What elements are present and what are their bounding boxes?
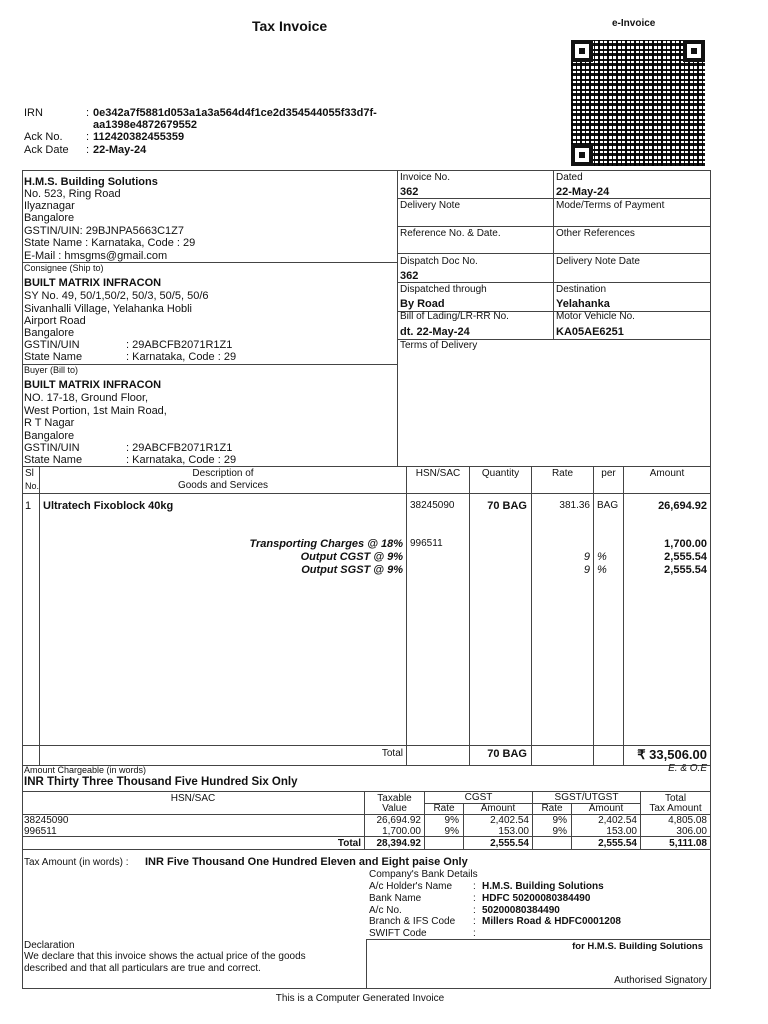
seller-name: H.M.S. Building Solutions [24,176,158,188]
eoe-label: E. & O.E [668,763,707,774]
ack-date-colon: : [86,144,90,156]
meta-col-divider [553,170,554,340]
bank-title: Company's Bank Details [369,869,478,880]
items-total-top [22,745,710,746]
destination-value: Yelahanka [556,298,610,310]
buyer-label: Buyer (Bill to) [24,365,79,375]
col-header-rate: Rate [551,468,574,479]
tax-row-sgst-amt: 153.00 [606,826,637,837]
bank-name-value: HDFC 50200080384490 [482,893,591,904]
ack-no-label: Ack No. [24,131,63,143]
consignee-state-label: State Name [24,351,83,363]
tax-row-cgst-amt: 2,402.54 [490,815,529,826]
tax-row-hsn: 996511 [24,826,57,837]
items-total-qty: 70 BAG [487,748,527,760]
item-desc: Ultratech Fixoblock 40kg [43,500,174,512]
invoice-no-value: 362 [400,186,419,198]
consignee-line: SY No. 49, 50/1,50/2, 50/3, 50/5, 50/6 [24,290,209,302]
tax-row-sgst-rate: 9% [552,826,567,837]
tax-row-taxable: 1,700.00 [382,826,421,837]
tax-row-total: 4,805.08 [668,815,707,826]
buyer-line: West Portion, 1st Main Road, [24,405,167,417]
ack-date-value: 22-May-24 [93,144,147,156]
dispatched-through-value: By Road [400,298,445,310]
items-total-label: Total [381,748,403,759]
tax-header-taxable: Taxable [377,793,412,804]
buyer-state-label: State Name [24,454,83,466]
tax-words-label: Tax Amount (in words) : [24,857,129,868]
consignee-name: BUILT MATRIX INFRACON [24,277,162,289]
border-right [710,170,711,989]
bank-holder-colon: : [473,881,476,892]
bank-holder-label: A/c Holder's Name [369,881,453,892]
destination-label: Destination [556,284,607,295]
authorised-signatory: Authorised Signatory [614,975,707,986]
delivery-note-date-label: Delivery Note Date [556,256,640,267]
item-hsn: 38245090 [410,500,455,511]
tax-header-taxable: Value [382,803,407,814]
qr-code-icon [571,40,705,166]
seller-line: GSTIN/UIN: 29BJNPA5663C1Z7 [24,225,184,237]
bank-acno-value: 50200080384490 [482,905,560,916]
col-header-desc: Description of [192,468,254,479]
border-top [22,170,710,171]
meta-row2 [397,226,710,227]
bank-branch-colon: : [473,916,476,927]
reference-label: Reference No. & Date. [400,228,501,239]
bank-acno-colon: : [473,905,476,916]
items-top [22,466,710,467]
other-references-label: Other References [556,228,635,239]
bank-holder-value: H.M.S. Building Solutions [482,881,604,892]
signature-box-top [366,939,710,940]
tax-row-sgst-amt: 2,402.54 [598,815,637,826]
tax-words-value: INR Five Thousand One Hundred Eleven and Eight paise Only [145,856,468,868]
tax-header-cgst-amount: Amount [480,803,516,814]
vehicle-label: Motor Vehicle No. [556,311,635,322]
signature-for: for H.M.S. Building Solutions [572,941,703,952]
ack-no-colon: : [86,131,90,143]
buyer-name: BUILT MATRIX INFRACON [24,379,162,391]
tax-header-total: Tax Amount [649,803,702,814]
tax-total-taxable: 28,394.92 [376,838,421,849]
meta-row1 [397,198,710,199]
col-rate [593,466,594,765]
items-total-amount: ₹ 33,506.00 [637,747,707,762]
bill-lading-label: Bill of Lading/LR-RR No. [400,311,509,322]
bank-branch-value: Millers Road & HDFC0001208 [482,916,621,927]
declaration-label: Declaration [24,940,75,951]
charge-hsn: 996511 [410,538,443,549]
tax-row-hsn: 38245090 [24,815,69,826]
item-si: 1 [25,500,32,512]
irn-value-cont: aa1398e4872679552 [93,119,198,131]
charge-desc: Output CGST @ 9% [300,551,403,563]
consignee-label: Consignee (Ship to) [24,263,104,273]
tax-total-cgst: 2,555.54 [490,838,529,849]
tax-row-total: 306.00 [676,826,707,837]
col-header-qty: Quantity [481,468,520,479]
charge-amount: 2,555.54 [664,551,707,563]
meta-row4 [397,282,710,283]
col-header-hsn: HSN/SAC [415,468,461,479]
consignee-line: Sivanhalli Village, Yelahanka Hobli [24,303,192,315]
tax-total-amount: 5,111.08 [669,838,707,849]
dispatched-through-label: Dispatched through [400,284,487,295]
col-header-per: per [601,468,616,479]
buyer-gstin: : 29ABCFB2071R1Z1 [126,442,233,454]
buyer-line: Bangalore [24,430,75,442]
tax-bottom [22,849,710,850]
tax-header-sgst-amount: Amount [588,803,624,814]
tax-header-total: Total [664,793,687,804]
consignee-line: Bangalore [24,327,75,339]
tax-header-hsn: HSN/SAC [170,793,216,804]
bill-lading-value: dt. 22-May-24 [400,326,470,338]
tax-total-label: Total [337,838,361,849]
tax-row-taxable: 26,694.92 [376,815,421,826]
item-amount: 26,694.92 [658,500,707,512]
tax-header-cgst-rate: Rate [433,803,455,814]
tax-row-cgst-amt: 153.00 [498,826,529,837]
item-rate: 381.36 [559,500,590,511]
irn-value: 0e342a7f5881d053a1a3a564d4f1ce2d354544055f33d7f- [93,107,377,119]
border-bottom [22,988,710,989]
declaration-text: We declare that this invoice shows the actual price of the goods [24,951,306,962]
col-si [39,466,40,765]
border-left [22,170,23,989]
tax-header-sgst: SGST/UTGST [554,792,619,803]
irn-label: IRN [24,107,43,119]
signature-box-left [366,939,367,989]
footer-note: This is a Computer Generated Invoice [275,993,445,1004]
bank-acno-label: A/c No. [369,905,402,916]
charge-rate: 9 [583,564,590,576]
delivery-note-label: Delivery Note [400,200,461,211]
charge-amount: 1,700.00 [664,538,707,550]
tax-header-cgst: CGST [464,792,493,803]
irn-colon: : [86,107,90,119]
page-title: Tax Invoice [252,18,328,34]
col-header-no: No. [25,481,40,491]
charge-rate: 9 [583,551,590,563]
consignee-gstin: : 29ABCFB2071R1Z1 [126,339,233,351]
seller-line: Ilyaznagar [24,200,75,212]
charge-desc: Output SGST @ 9% [301,564,403,576]
buyer-state: : Karnataka, Code : 29 [126,454,237,466]
items-header-bottom [22,493,710,494]
col-header-si: Sl [25,468,34,479]
seller-line: State Name : Karnataka, Code : 29 [24,237,196,249]
charge-per: % [597,564,607,576]
bank-swift-label: SWIFT Code [369,928,427,939]
vehicle-value: KA05AE6251 [556,326,624,338]
dated-label: Dated [556,172,583,183]
col-header-amount: Amount [649,468,685,479]
party-meta-divider [397,170,398,467]
tax-header-sgst-rate: Rate [541,803,563,814]
dated-value: 22-May-24 [556,186,610,198]
consignee-state: : Karnataka, Code : 29 [126,351,237,363]
item-per: BAG [597,500,619,511]
bank-branch-label: Branch & IFS Code [369,916,456,927]
invoice-no-label: Invoice No. [400,172,451,183]
tax-total-sgst: 2,555.54 [598,838,637,849]
consignee-divider [22,364,397,365]
tax-row-cgst-rate: 9% [444,815,459,826]
consignee-gstin-label: GSTIN/UIN [24,339,80,351]
buyer-gstin-label: GSTIN/UIN [24,442,80,454]
buyer-line: NO. 17-18, Ground Floor, [24,392,149,404]
col-desc [406,466,407,765]
seller-line: No. 523, Ring Road [24,188,121,200]
ack-no-value: 112420382455359 [93,131,185,143]
amount-words: INR Thirty Three Thousand Five Hundred Six Only [24,776,298,788]
seller-line: Bangalore [24,212,75,224]
charge-desc: Transporting Charges @ 18% [249,538,403,550]
tax-row-cgst-rate: 9% [444,826,459,837]
consignee-line: Airport Road [24,315,86,327]
declaration-text: described and that all particulars are true and correct. [24,963,261,974]
terms-delivery-label: Terms of Delivery [400,340,478,351]
item-qty: 70 BAG [487,500,527,512]
ack-date-label: Ack Date [24,144,69,156]
bank-name-colon: : [473,893,476,904]
bank-name-label: Bank Name [369,893,422,904]
seller-line: E-Mail : hmsgms@gmail.com [24,250,168,262]
einvoice-label: e-Invoice [612,18,656,29]
dispatch-doc-label: Dispatch Doc No. [400,256,478,267]
amount-words-label: Amount Chargeable (in words) [24,765,147,775]
mode-terms-label: Mode/Terms of Payment [556,200,665,211]
bank-swift-colon: : [473,928,476,939]
dispatch-doc-value: 362 [400,270,419,282]
buyer-line: R T Nagar [24,417,75,429]
meta-row3 [397,253,710,254]
charge-amount: 2,555.54 [664,564,707,576]
tax-row-sgst-rate: 9% [552,815,567,826]
charge-per: % [597,551,607,563]
col-header-desc: Goods and Services [177,480,269,491]
